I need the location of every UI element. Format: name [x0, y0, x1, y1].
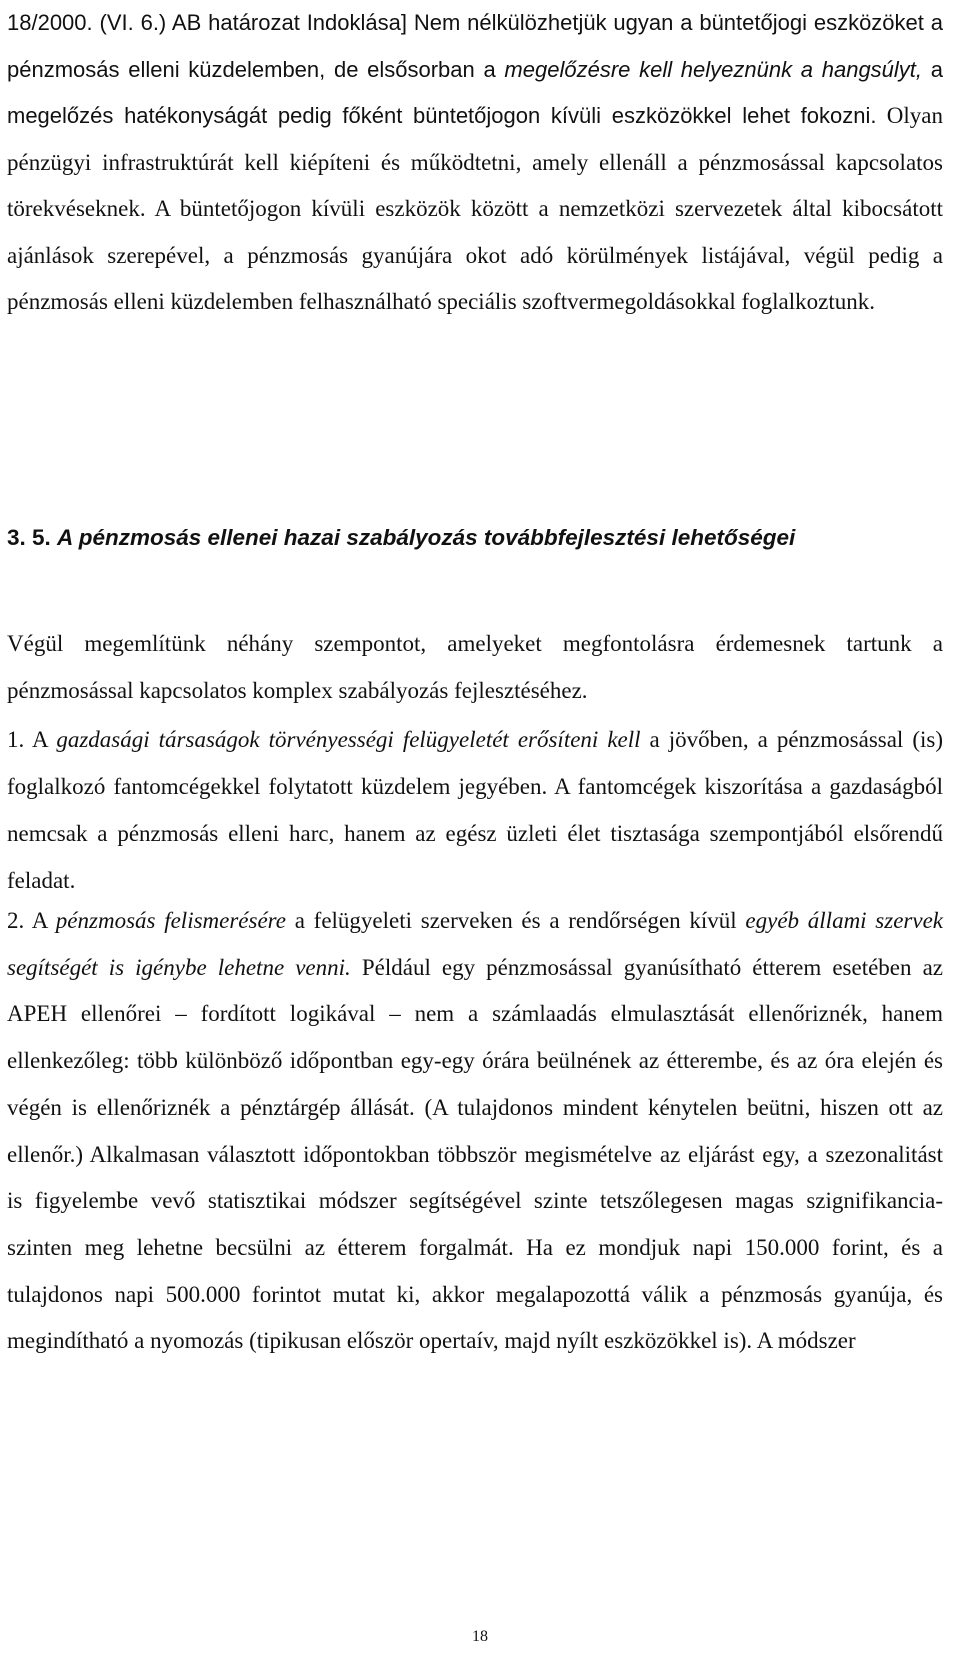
list-item-1-pre: A [24, 727, 57, 752]
section-heading [7, 525, 795, 551]
intro-text-2: a megelőzés hatékonyságát pedig főként büntetőjogon kívüli eszközökkel lehet fokozni. [7, 56, 943, 128]
conclusion-intro-paragraph: Végül megemlítünk néhány szempontot, amelyeket megfontolásra érdemesnek tartunk a pénzmosással kapcsolatos komplex szabályozás fejlesztéséhez. [7, 631, 943, 703]
section-title: A pénzmosás ellenei hazai szabályozás továbbfejlesztési lehetőségei [57, 525, 796, 550]
list-item-1-emphasis: gazdasági társaságok törvényességi felügyeletét erősíteni kell [56, 727, 641, 752]
list-item-1 [7, 716, 943, 904]
list-item-1-number: 1. [7, 727, 25, 752]
intro-emphasis: megelőzésre kell helyeznünk a hangsúlyt, [504, 56, 923, 82]
intro-text-1: Nem nélkülözhetjük ugyan a büntetőjogi eszközöket a pénzmosás elleni küzdelemben, de elsősorban a [7, 10, 943, 82]
citation-text: 18/2000. (VI. 6.) AB határozat Indoklása] [7, 10, 407, 35]
list-item-2-pre: A [24, 908, 56, 933]
list-item-2-mid: a felügyeleti szerveken és a rendőrségen kívül [285, 908, 746, 933]
intro-text-3: Olyan pénzügyi infrastruktúrát kell kiépíteni és működtetni, amely ellenáll a pénzmosással kapcsolatos törekvéseknek. A büntetőjogon kívüli eszközök között a nemzetközi szervezetek által kibocsátott ajánlások szerepével, a pénzmosás gyanújára okot adó körülmények listájával, végül pedig a pénzmosás elleni küzdelemben felhasználható speciális szoftvermegoldásokkal foglalkoztunk. [7, 103, 943, 314]
page-number: 18 [472, 1628, 488, 1645]
list-item-2-rest: Például egy pénzmosással gyanúsítható étterem esetében az APEH ellenőrei – fordított logikával – nem a számlaadás elmulasztását ellenőriznék, hanem ellenkezőleg: több különböző időpontban egy-egy órára beülnének az étterembe, és az óra elején és végén is ellenőriznék a pénztárgép állását. (A tulajdonos mindent kénytelen beütni, hiszen ott az ellenőr.) Alkalmasan választott időpontokban többször megismételve az eljárást egy, a szezonalitást is figyelembe vevő statisztikai módszer segítségével szinte tetszőlegesen magas szignifikancia-szinten meg lehetne becsülni az étterem forgalmát. Ha ez mondjuk napi 150.000 forint, és a tulajdonos napi 500.000 forintot mutat ki, akkor megalapozottá válik a pénzmosás gyanúja, és megindítható a nyomozás (tipikusan először opertaív, majd nyílt eszközökkel is). A módszer [7, 954, 943, 1354]
intro-paragraph [7, 0, 943, 326]
list-item-1-rest: a jövőben, a pénzmosással (is) foglalkozó fantomcégekkel folytatott küzdelem jegyében. A fantomcégek kiszorítása a gazdaságból nemcsak a pénzmosás elleni harc, hanem az egész üzleti élet tisztasága szempontjából elsőrendű feladat. [7, 727, 943, 893]
list-item-2-number: 2. [7, 908, 25, 933]
list-item-2-emphasis-2: egyéb állami szervek segítségét is igénybe lehetne venni. [7, 908, 943, 980]
section-number: 3. 5. [7, 525, 51, 550]
list-item-2-emphasis-1: pénzmosás felismerésére [55, 908, 286, 933]
list-item-2 [7, 898, 943, 1365]
